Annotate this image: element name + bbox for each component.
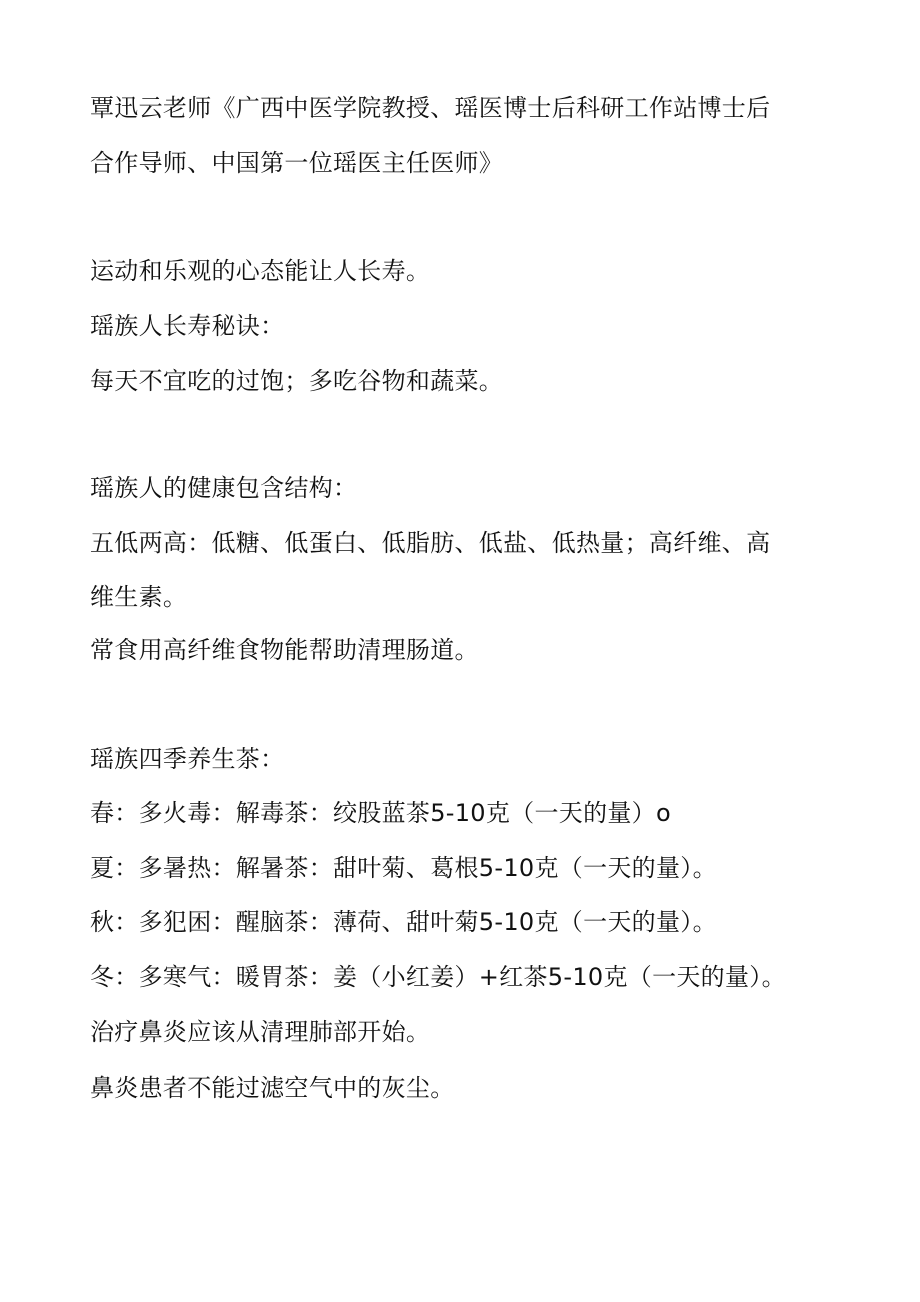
text-line: 瑶族人的健康包含结构： [90,474,358,502]
text-line: 维生素。 [90,583,188,611]
text-line: 瑶族人长寿秘诀： [90,312,285,340]
text-line: 覃迅云老师《广西中医学院教授、瑶医博士后科研工作站博士后 [90,94,771,122]
text-line: 鼻炎患者不能过滤空气中的灰尘。 [90,1074,455,1102]
text-line: 冬：多寒气：暖胃茶：姜（小红姜）+红茶5-10克（一天的量）。 [90,963,786,991]
text-line: 秋：多犯困：醒脑茶：薄荷、甜叶菊5-10克（一天的量）。 [90,908,717,936]
text-line: 五低两高：低糖、低蛋白、低脂肪、低盐、低热量；高纤维、高 [90,529,771,557]
text-line: 常食用高纤维食物能帮助清理肠道。 [90,636,479,664]
text-line: 夏：多暑热：解暑茶：甜叶菊、葛根5-10克（一天的量）。 [90,854,717,882]
text-line: 合作导师、中国第一位瑶医主任医师》 [90,149,504,177]
text-line: 瑶族四季养生茶： [90,745,285,773]
text-line: 春：多火毒：解毒茶：绞股蓝茶5-10克（一天的量）o [90,799,671,827]
text-line: 治疗鼻炎应该从清理肺部开始。 [90,1018,431,1046]
text-line: 运动和乐观的心态能让人长寿。 [90,257,431,285]
text-line: 每天不宜吃的过饱；多吃谷物和蔬菜。 [90,367,504,395]
